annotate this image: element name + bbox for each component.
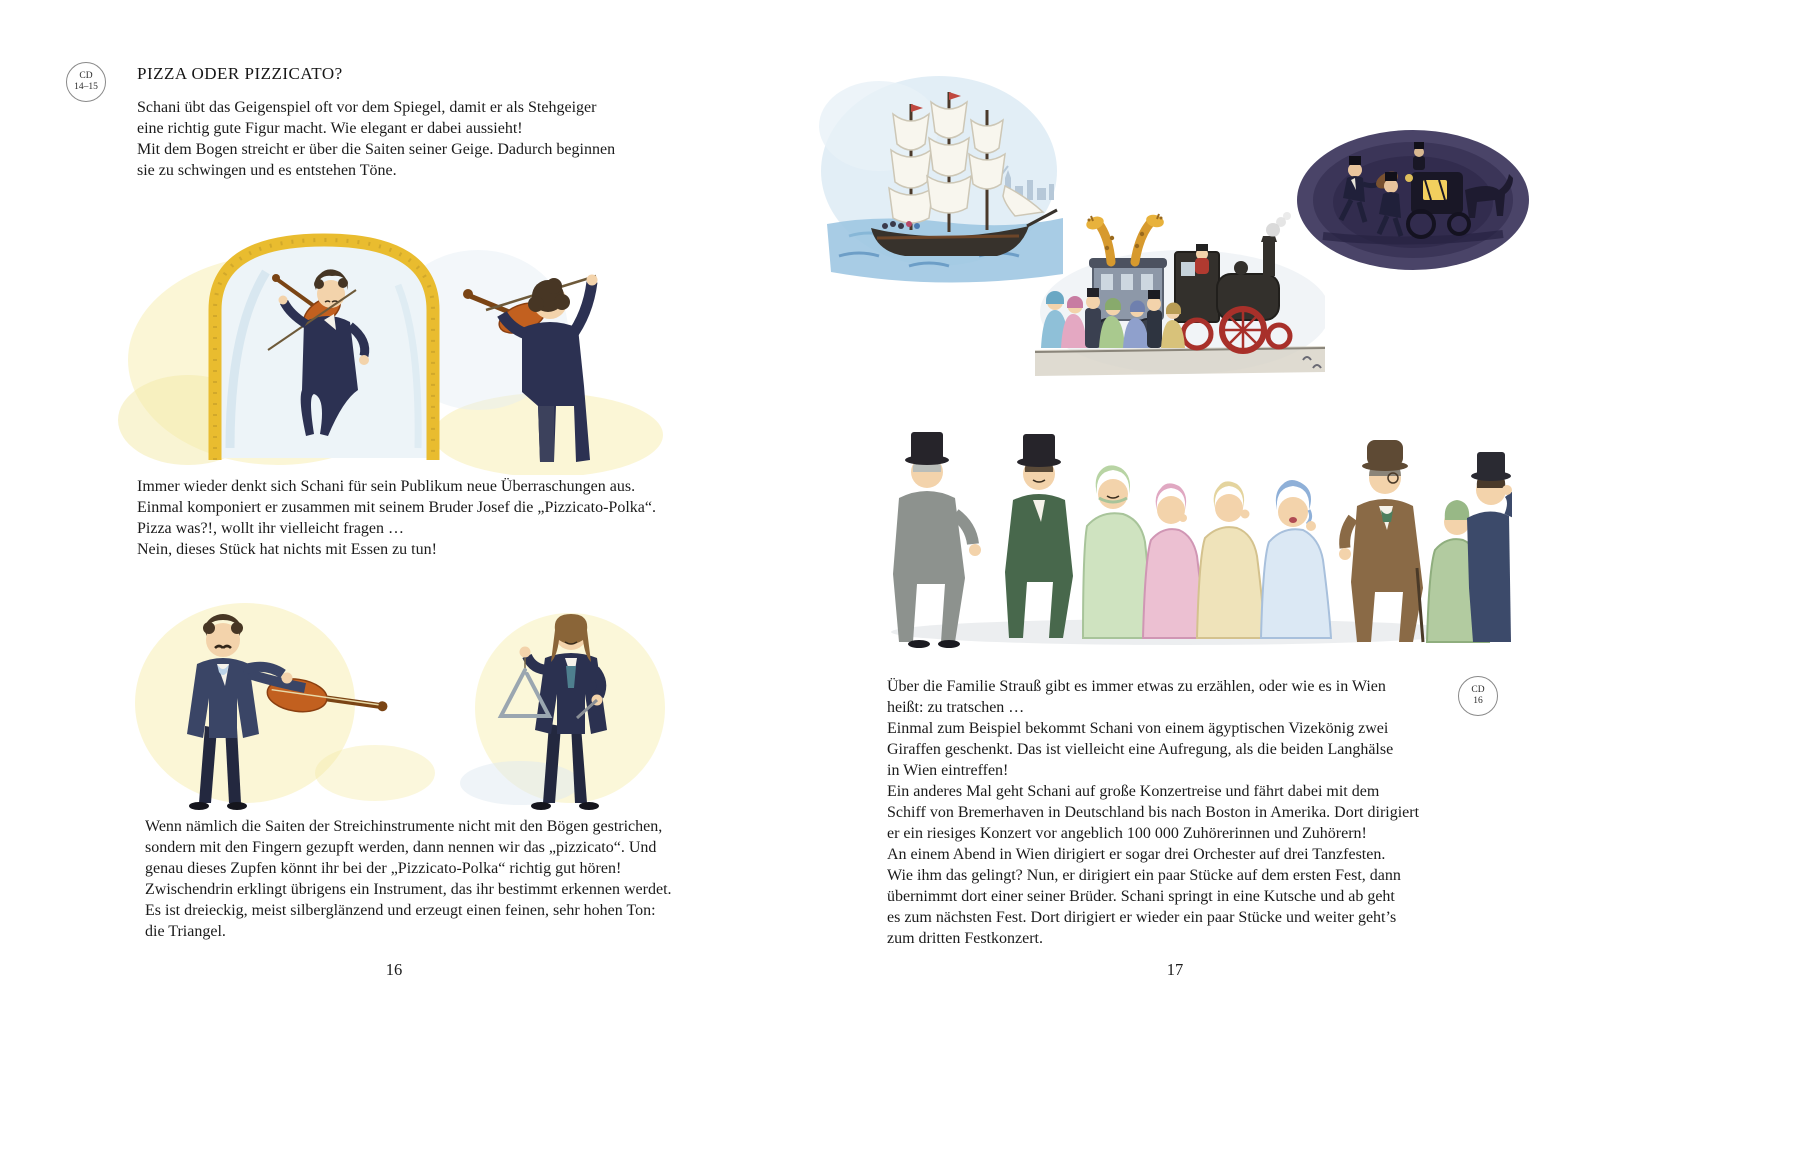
lady-green-dress bbox=[1083, 465, 1153, 638]
page-number-left: 16 bbox=[385, 960, 403, 979]
page-17 bbox=[887, 0, 1800, 1174]
cd-badge-label: CD bbox=[79, 71, 93, 81]
cd-badge-14-15 bbox=[66, 62, 106, 102]
lady-pink-dress bbox=[1143, 483, 1205, 638]
page-number-right: 17 bbox=[1166, 960, 1184, 979]
brown-coat-man-with-cane bbox=[1339, 440, 1423, 642]
gossip-crowd-illustration bbox=[860, 398, 1512, 653]
cd-badge-tracks: 16 bbox=[1473, 696, 1483, 706]
cd-badge-tracks: 14–15 bbox=[74, 82, 98, 92]
green-coat-man bbox=[1005, 434, 1073, 638]
chapter-title: PIZZA ODER PIZZICATO? bbox=[137, 64, 343, 83]
cd-badge-16 bbox=[1458, 676, 1498, 716]
grey-coat-man bbox=[893, 432, 981, 648]
paragraph-triangle: Wenn nämlich die Saiten der Streichinstrumente nicht mit den Bögen gestrichen, sondern mit den Fingern gezupft werden, dann nennen wir das „pizzicato“. Und genau dieses Zupfen könnt ihr bei der „Pizzicato-Polka“ richtig gut hören! Zwischendrin erklingt übrigens ein Instrument, das ihr bestimmt erkennen werdet. Es ist dreieckig, meist silberglänzend und erzeugt einen feinen, sehr hohen Ton: die Triangel. bbox=[145, 818, 672, 940]
lady-laughing-blue-bonnet bbox=[1261, 480, 1331, 638]
lady-cream-whispering bbox=[1197, 481, 1265, 638]
paragraph-polka: Immer wieder denkt sich Schani für sein Publikum neue Überraschungen aus. Einmal komponiert er zusammen mit seinem Bruder Josef die „Pizzicato-Polka“. Pizza was?!, wollt ihr vielleicht fragen … Nein, dieses Stück hat nichts mit Essen zu tun! bbox=[137, 478, 656, 558]
cd-badge-label: CD bbox=[1471, 685, 1485, 695]
sailing-ship-illustration bbox=[818, 66, 1070, 301]
navy-coat-man-listening bbox=[1467, 452, 1512, 642]
mirror-violinist-illustration bbox=[118, 210, 663, 475]
paragraph-mirror: Schani übt das Geigenspiel oft vor dem Spiegel, damit er als Stehgeiger eine richtig gute Figur macht. Wie elegant er dabei aussieht! Mit dem Bogen streicht er über die Saiten seiner Geige. Dadurch beginnen sie zu schwingen und es entstehen Töne. bbox=[137, 99, 616, 179]
giraffe-train-illustration bbox=[1035, 212, 1325, 380]
paragraph-strauss-family: Über die Familie Strauß gibt es immer etwas zu erzählen, oder wie es in Wien heißt: zu tratschen … Einmal zum Beispiel bekommt Schani von einem ägyptischen Vizekönig zwei Giraffen geschenkt. Das ist vielleicht eine Aufregung, als die beiden Langhälse in Wien eintreffen! Ein anderes Mal geht Schani auf große Konzertreise und fährt dabei mit dem Schiff von Bremerhaven in Deutschland bis nach Boston in Amerika. Dort dirigiert er ein riesiges Konzert vor angeblich 100 000 Zuhörerinnen und Zuhörern! An einem Abend in Wien dirigiert er sogar drei Orchester auf drei Tanzfesten. Wie ihm das gelingt? Nun, er dirigiert ein paar Stücke auf dem ersten Fest, dann übernimmt dort einer seiner Brüder. Schani springt in eine Kutsche und ab geht es zum nächsten Fest. Dort dirigiert er wieder ein paar Stücke und weiter geht’s zum dritten Festkonzert. bbox=[887, 678, 1420, 947]
pizzicato-triangle-illustration bbox=[125, 578, 670, 818]
night-carriage-illustration bbox=[1293, 128, 1533, 273]
